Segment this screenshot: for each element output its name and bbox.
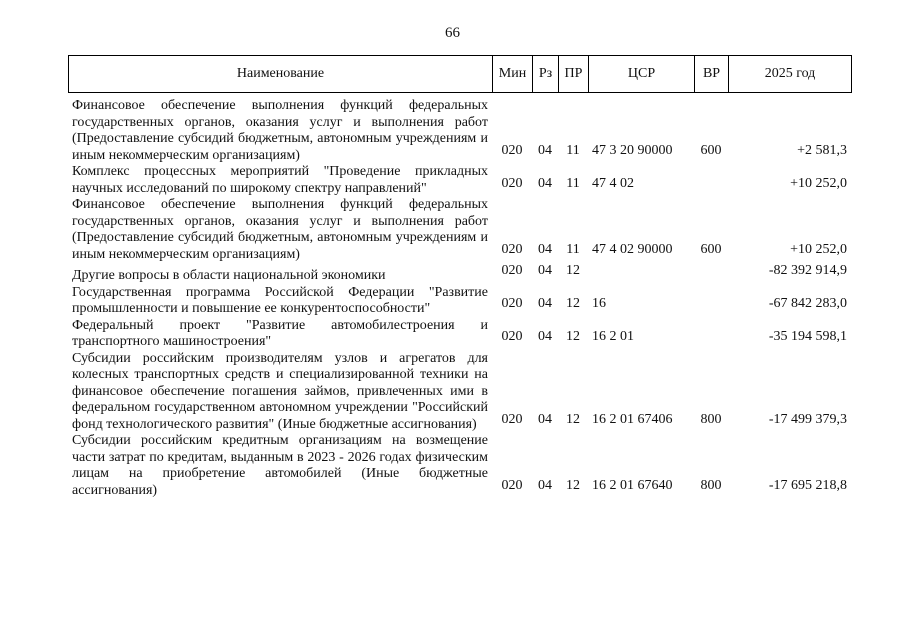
row-name: Другие вопросы в области национальной экономики [72,268,386,283]
row-pr: 12 [566,296,580,311]
header-vr: ВР [695,56,729,93]
row-vr: 600 [700,241,722,257]
header-name: Наименование [69,56,493,93]
row-pr: 11 [566,142,580,158]
row-name: Субсидии российским кредитным организациям на возмещение части затрат по кредитам, выданным в 2023 - 2026 годах физическим лицам на приобретение автомобилей (Иные бюджетные ассигнования) [72,433,488,498]
row-csr: 47 4 02 [592,175,634,191]
row-pr: 12 [566,477,580,493]
row-vr: 600 [700,142,722,158]
row-name: Финансовое обеспечение выполнения функций федеральных государственных органов, оказания услуг и выполнения работ (Предоставление субсидий бюджетным, автономным учреждениям и иным некоммерческим организациям) [72,98,488,163]
header-min: Мин [493,56,533,93]
budget-table [68,98,851,499]
row-vr [694,318,728,351]
table-row [68,351,851,434]
row-value: -67 842 283,0 [768,296,847,311]
row-name: Финансовое обеспечение выполнения функций федеральных государственных органов, оказания услуг и выполнения работ (Предоставление субсидий бюджетным, автономным учреждениям и иным некоммерческим организациям) [72,197,488,262]
row-rz: 04 [538,142,552,158]
row-name: Комплекс процессных мероприятий "Проведение прикладных научных исследований по широкому спектру направлений" [72,164,488,196]
header-csr: ЦСР [589,56,695,93]
table-row [68,98,851,164]
table-row [68,164,851,197]
row-rz: 04 [538,477,552,493]
row-name: Федеральный проект "Развитие автомобилестроения и транспортного машиностроения" [72,317,488,349]
row-vr: 800 [700,411,722,427]
row-csr: 47 4 02 90000 [592,241,673,257]
row-csr: 16 2 01 [592,329,634,344]
row-rz: 04 [538,411,552,427]
row-min: 020 [501,296,523,311]
row-value: +10 252,0 [790,241,847,257]
row-vr [694,263,728,285]
row-min: 020 [501,411,523,427]
table-row [68,197,851,263]
row-vr: 800 [700,477,722,493]
row-rz: 04 [538,329,552,344]
row-rz: 04 [538,241,552,257]
table-row [68,433,851,499]
row-min: 020 [501,329,523,344]
row-pr: 12 [566,263,580,278]
row-csr: 16 2 01 67640 [592,477,673,493]
row-value: -35 194 598,1 [768,329,847,344]
row-value: -17 695 218,8 [768,477,847,493]
row-csr: 47 3 20 90000 [592,142,673,158]
row-min: 020 [501,477,523,493]
row-pr: 11 [566,175,580,191]
page-number: 66 [445,25,460,41]
row-rz: 04 [538,175,552,191]
row-csr: 16 [592,296,606,311]
table-row [68,318,851,351]
row-value: +2 581,3 [797,142,847,158]
row-pr: 12 [566,329,580,344]
row-name: Субсидии российским производителям узлов и агрегатов для колесных транспортных средств и специализированной техники на финансовое обеспечение погашения займов, привлеченных ими в федеральном государственном автономном учреждении "Российский фонд технологического развития" (Иные бюджетные ассигнования) [72,350,488,432]
row-min: 020 [501,241,523,257]
row-min: 020 [501,175,523,191]
row-pr: 11 [566,241,580,257]
row-value: +10 252,0 [790,175,847,191]
row-min: 020 [501,263,523,278]
table-row [68,263,851,285]
row-csr: 16 2 01 67406 [592,411,673,427]
row-rz: 04 [538,296,552,311]
header-year: 2025 год [729,56,852,93]
row-vr [694,285,728,318]
table-row [68,285,851,318]
table-header [68,55,852,93]
row-name: Государственная программа Российской Федерации "Развитие промышленности и повышение ее конкурентоспособности" [72,284,488,316]
row-value: -82 392 914,9 [768,263,847,278]
row-rz: 04 [538,263,552,278]
header-pr: ПР [559,56,589,93]
row-vr [694,164,728,197]
row-value: -17 499 379,3 [768,411,847,427]
row-min: 020 [501,142,523,158]
header-rz: Рз [533,56,559,93]
row-csr [588,263,694,285]
row-pr: 12 [566,411,580,427]
